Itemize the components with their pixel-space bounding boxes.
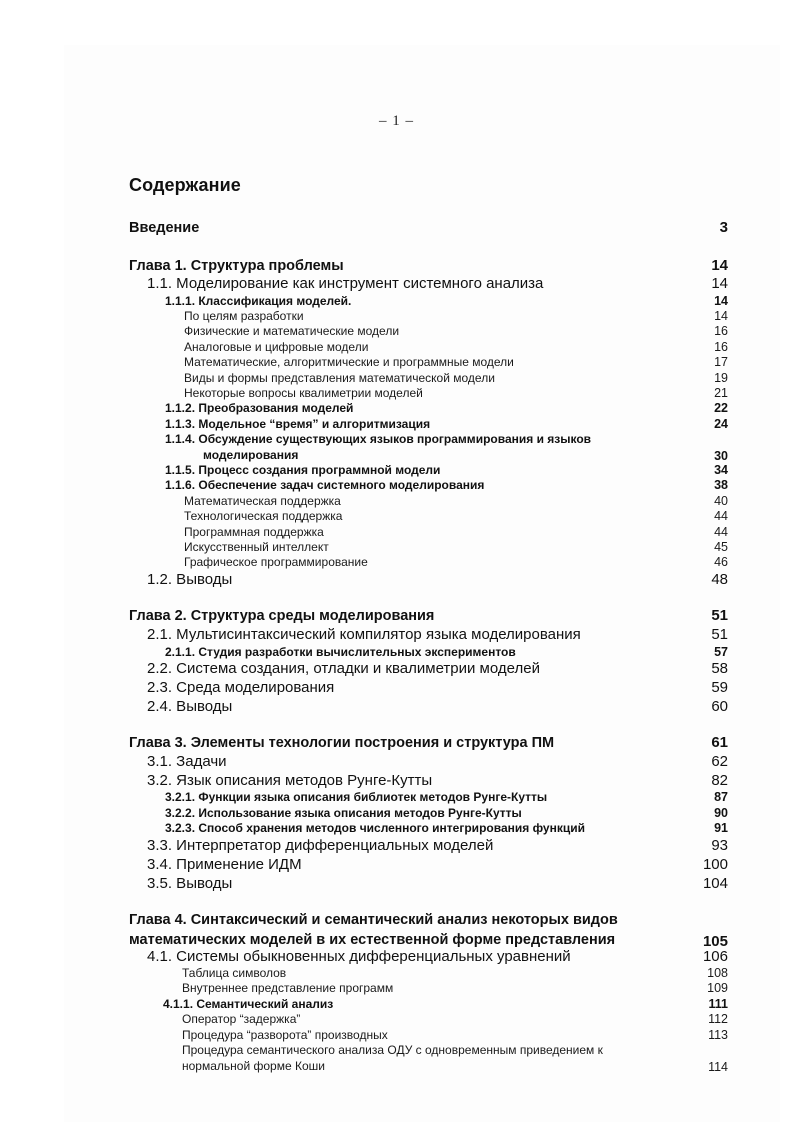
toc-entry-subsection[interactable] xyxy=(165,463,728,477)
toc-entry-label: Глава 4. Синтаксический и семантический анализ некоторых видов xyxy=(129,912,618,928)
toc-entry-topic[interactable] xyxy=(184,509,728,523)
toc-entry-section[interactable] xyxy=(147,626,728,643)
toc-entry-page: 57 xyxy=(714,645,728,659)
toc-entry-label: 3.2.1. Функции языка описания библиотек методов Рунге-Кутты xyxy=(165,790,548,804)
toc-entry-label: 1.1.5. Процесс создания программной модели xyxy=(165,463,441,477)
toc-entry-topic[interactable] xyxy=(182,1028,728,1042)
toc-entry-section[interactable] xyxy=(147,948,728,965)
toc-entry-label: 3.1. Задачи xyxy=(147,753,227,770)
toc-entry-section[interactable] xyxy=(147,772,728,789)
toc-entry-label: 4.1.1. Семантический анализ xyxy=(163,997,334,1011)
toc-entry-label: 1.1. Моделирование как инструмент системного анализа xyxy=(147,275,544,292)
toc-entry-page: 82 xyxy=(711,772,728,789)
toc-entry-topic[interactable] xyxy=(182,1043,728,1074)
toc-entry-label: 2.2. Система создания, отладки и квалиметрии моделей xyxy=(147,660,540,677)
toc-entry-page: 44 xyxy=(714,525,728,539)
toc-entry-section[interactable] xyxy=(147,856,728,873)
toc-entry-label: Математические, алгоритмические и программные модели xyxy=(184,355,514,369)
toc-entry-topic[interactable] xyxy=(184,525,728,539)
toc-entry-topic[interactable] xyxy=(184,494,728,508)
toc-entry-page: 61 xyxy=(711,734,728,751)
toc-entry-topic[interactable] xyxy=(184,371,728,385)
toc-entry-label: Процедура семантического анализа ОДУ с одновременным приведением к xyxy=(182,1043,603,1057)
toc-entry-label: Аналоговые и цифровые модели xyxy=(184,340,369,354)
toc-entry-label: Глава 3. Элементы технологии построения и структура ПМ xyxy=(129,735,555,751)
toc-entry-label: Программная поддержка xyxy=(184,525,324,539)
toc-entry-topic[interactable] xyxy=(184,324,728,338)
toc-entry-page: 90 xyxy=(714,806,728,820)
toc-entry-page: 19 xyxy=(714,371,728,385)
toc-entry-page: 111 xyxy=(708,997,728,1011)
toc-entry-subsection[interactable] xyxy=(165,432,728,463)
toc-entry-page: 14 xyxy=(714,309,728,323)
toc-entry-subsection[interactable] xyxy=(163,997,728,1011)
toc-entry-section[interactable] xyxy=(147,571,728,588)
toc-entry-label-continued: моделирования xyxy=(203,447,299,462)
toc-entry-page: 22 xyxy=(714,401,728,415)
toc-entry-subsection[interactable] xyxy=(165,417,728,431)
toc-entry-section[interactable] xyxy=(147,837,728,854)
toc-entry-section[interactable] xyxy=(147,875,728,892)
toc-entry-page: 105 xyxy=(702,933,728,950)
toc-entry-label: 1.1.1. Классификация моделей. xyxy=(165,294,352,308)
toc-entry-page: 14 xyxy=(711,257,728,274)
toc-entry-page: 113 xyxy=(708,1028,728,1042)
toc-entry-topic[interactable] xyxy=(184,355,728,369)
toc-entry-page: 14 xyxy=(711,275,728,292)
toc-entry-label: Введение xyxy=(129,220,200,236)
toc-entry-topic[interactable] xyxy=(184,340,728,354)
toc-entry-label: Искусственный интеллект xyxy=(184,540,329,554)
toc-entry-page: 34 xyxy=(714,463,728,477)
toc-entry-label: 2.3. Среда моделирования xyxy=(147,679,335,696)
toc-entry-subsection[interactable] xyxy=(165,645,728,659)
toc-entry-page: 40 xyxy=(714,494,728,508)
toc-entry-label: Графическое программирование xyxy=(184,555,368,569)
toc-entry-subsection[interactable] xyxy=(165,478,728,492)
page-number: – 1 – xyxy=(379,113,414,129)
toc-entry-label: 1.1.6. Обеспечение задач системного моделирования xyxy=(165,478,485,492)
toc-entry-page: 114 xyxy=(708,1060,728,1074)
toc-entry-section[interactable] xyxy=(147,679,728,696)
toc-entry-page: 24 xyxy=(714,417,728,431)
toc-entry-section[interactable] xyxy=(147,698,728,715)
toc-entry-chapter-2[interactable] xyxy=(129,607,728,624)
toc-entry-chapter-1[interactable] xyxy=(129,257,728,274)
toc-entry-label: 2.1. Мультисинтаксический компилятор языка моделирования xyxy=(147,626,581,643)
toc-entry-section[interactable] xyxy=(147,660,728,677)
toc-entry-label: 1.2. Выводы xyxy=(147,571,233,588)
toc-entry-page: 16 xyxy=(714,340,728,354)
toc-entry-subsection[interactable] xyxy=(165,821,728,835)
toc-entry-chapter-4[interactable] xyxy=(129,910,728,950)
toc-entry-page: 16 xyxy=(714,324,728,338)
toc-entry-section[interactable] xyxy=(147,753,728,770)
toc-entry-section[interactable] xyxy=(147,275,728,292)
toc-entry-label: Глава 1. Структура проблемы xyxy=(129,258,344,274)
toc-entry-label: Виды и формы представления математической модели xyxy=(184,371,495,385)
toc-entry-label: 3.2. Язык описания методов Рунге-Кутты xyxy=(147,772,433,789)
toc-entry-label: Внутреннее представление программ xyxy=(182,981,394,995)
toc-entry-label: 3.3. Интерпретатор дифференциальных моделей xyxy=(147,837,494,854)
toc-entry-label: 4.1. Системы обыкновенных дифференциальных уравнений xyxy=(147,948,571,965)
toc-entry-subsection[interactable] xyxy=(165,401,728,415)
toc-entry-page: 109 xyxy=(707,981,728,995)
toc-entry-label: 1.1.4. Обсуждение существующих языков программирования и языков xyxy=(165,432,592,446)
toc-entry-page: 104 xyxy=(702,875,728,892)
toc-entry-page: 30 xyxy=(714,449,728,463)
toc-entry-page: 59 xyxy=(711,679,728,696)
toc-entry-label: 3.4. Применение ИДМ xyxy=(147,856,302,873)
toc-entry-label-continued: нормальной форме Коши xyxy=(182,1058,325,1073)
toc-entry-topic[interactable] xyxy=(182,1012,728,1026)
toc-entry-label: 1.1.2. Преобразования моделей xyxy=(165,401,354,415)
toc-entry-label: Технологическая поддержка xyxy=(184,509,343,523)
toc-entry-label: Физические и математические модели xyxy=(184,324,400,338)
toc-entry-page: 51 xyxy=(711,607,728,624)
toc-entry-topic[interactable] xyxy=(182,981,728,995)
toc-entry-page: 21 xyxy=(714,386,728,400)
toc-entry-label: Оператор “задержка” xyxy=(182,1012,301,1026)
toc-entry-label-continued: математических моделей в их естественной форме представления xyxy=(129,932,616,948)
toc-entry-page: 112 xyxy=(708,1012,728,1026)
toc-entry-chapter-3[interactable] xyxy=(129,734,728,751)
toc-entry-page: 38 xyxy=(714,478,728,492)
toc-entry-label: Таблица символов xyxy=(182,966,287,980)
toc-entry-label: Некоторые вопросы квалиметрии моделей xyxy=(184,386,423,400)
toc-entry-subsection[interactable] xyxy=(165,790,728,804)
toc-entry-page: 93 xyxy=(711,837,728,854)
toc-entry-label: 2.4. Выводы xyxy=(147,698,233,715)
toc-entry-page: 91 xyxy=(714,821,728,835)
toc-entry-label: Процедура “разворота” производных xyxy=(182,1028,388,1042)
toc-entry-page: 46 xyxy=(714,555,728,569)
toc-entry-page: 108 xyxy=(707,966,728,980)
toc-entry-label: Глава 2. Структура среды моделирования xyxy=(129,608,435,624)
toc-entry-topic[interactable] xyxy=(184,386,728,400)
toc-entry-topic[interactable] xyxy=(184,540,728,554)
toc-entry-label: По целям разработки xyxy=(184,309,304,323)
toc-entry-page: 60 xyxy=(711,698,728,715)
toc-entry-label: Математическая поддержка xyxy=(184,494,341,508)
toc-entry-subsection[interactable] xyxy=(165,294,728,308)
toc-entry-page: 62 xyxy=(711,753,728,770)
toc-entry-page: 45 xyxy=(714,540,728,554)
toc-entry-introduction[interactable] xyxy=(129,219,728,236)
toc-entry-page: 17 xyxy=(714,355,728,369)
page-title: Содержание xyxy=(129,175,241,195)
toc-entry-page: 100 xyxy=(702,856,728,873)
toc-entry-label: 1.1.3. Модельное “время” и алгоритмизация xyxy=(165,417,431,431)
toc-entry-topic[interactable] xyxy=(182,966,728,980)
toc-entry-page: 58 xyxy=(711,660,728,677)
toc-entry-page: 44 xyxy=(714,509,728,523)
toc-entry-page: 87 xyxy=(714,790,728,804)
toc-entry-topic[interactable] xyxy=(184,555,728,569)
toc-entry-subsection[interactable] xyxy=(165,806,728,820)
toc-entry-page: 48 xyxy=(711,571,728,588)
toc-entry-label: 3.5. Выводы xyxy=(147,875,233,892)
toc-entry-page: 14 xyxy=(714,294,728,308)
toc-entry-topic[interactable] xyxy=(184,309,728,323)
toc-entry-label: 2.1.1. Студия разработки вычислительных экспериментов xyxy=(165,645,516,659)
toc-entry-label: 3.2.3. Способ хранения методов численного интегрирования функций xyxy=(165,821,585,835)
toc-entry-page: 3 xyxy=(719,219,728,236)
toc-entry-page: 51 xyxy=(711,626,728,643)
toc-entry-label: 3.2.2. Использование языка описания методов Рунге-Кутты xyxy=(165,806,522,820)
toc-entry-page: 106 xyxy=(702,948,728,965)
